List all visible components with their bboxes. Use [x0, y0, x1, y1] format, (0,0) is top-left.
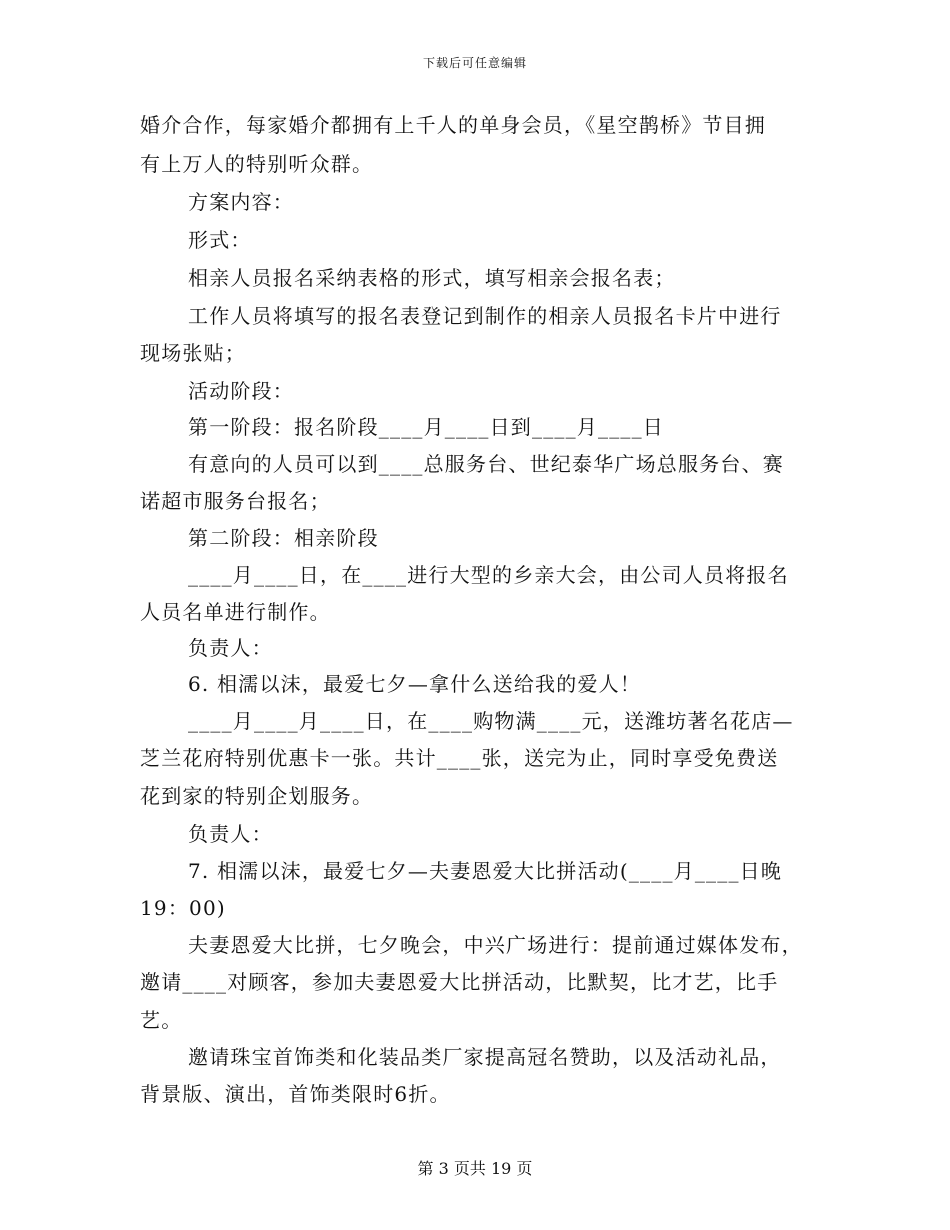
responsible-person-label: 负责人：	[188, 822, 273, 846]
body-line: 19：00)	[140, 896, 226, 920]
body-line: 工作人员将填写的报名表登记到制作的相亲人员报名卡片中进行	[188, 304, 782, 328]
body-line: 有上万人的特别听众群。	[140, 152, 374, 176]
body-line: 夫妻恩爱大比拼，七夕晚会，中兴广场进行：提前通过媒体发布，	[188, 933, 803, 957]
body-line: 艺。	[140, 1008, 183, 1032]
body-line: 相亲人员报名采纳表格的形式，填写相亲会报名表；	[188, 266, 676, 290]
body-line: 有意向的人员可以到____总服务台、世纪泰华广场总服务台、赛	[188, 452, 784, 476]
body-line: ____月____日，在____进行大型的乡亲大会，由公司人员将报名	[188, 563, 789, 587]
body-line: 芝兰花府特别优惠卡一张。共计____张，送完为止，同时享受免费送	[140, 746, 779, 770]
numbered-heading: 6. 相濡以沫，最爱七夕—拿什么送给我的爱人！	[188, 672, 642, 696]
page-number: 第 3 页共 19 页	[417, 1159, 533, 1178]
body-line: 现场张贴；	[140, 341, 246, 365]
section-heading: 方案内容：	[188, 190, 294, 214]
section-heading: 活动阶段：	[188, 379, 294, 403]
numbered-heading: 7. 相濡以沫，最爱七夕—夫妻恩爱大比拼活动(____月____日晚	[188, 859, 783, 883]
body-line: 婚介合作，每家婚介都拥有上千人的单身会员，《星空鹊桥》节目拥	[140, 113, 766, 137]
section-heading: 形式：	[188, 228, 252, 252]
body-line: 诺超市服务台报名；	[140, 489, 331, 513]
page-header: 下载后可任意编辑	[422, 56, 527, 70]
section-heading: 第二阶段：相亲阶段	[188, 526, 379, 550]
body-line: 背景版、演出，首饰类限时6折。	[140, 1082, 451, 1106]
body-line: 邀请____对顾客，参加夫妻恩爱大比拼活动，比默契，比才艺，比手	[140, 970, 779, 994]
body-line: 第一阶段：报名阶段____月____日到____月____日	[188, 415, 664, 439]
body-line: 邀请珠宝首饰类和化装品类厂家提高冠名赞助，以及活动礼品，	[188, 1045, 782, 1069]
body-line: 人员名单进行制作。	[140, 600, 331, 624]
body-line: ____月____月____日，在____购物满____元，送潍坊著名花店—	[188, 709, 794, 733]
body-line: 花到家的特别企划服务。	[140, 784, 374, 808]
responsible-person-label: 负责人：	[188, 636, 273, 660]
